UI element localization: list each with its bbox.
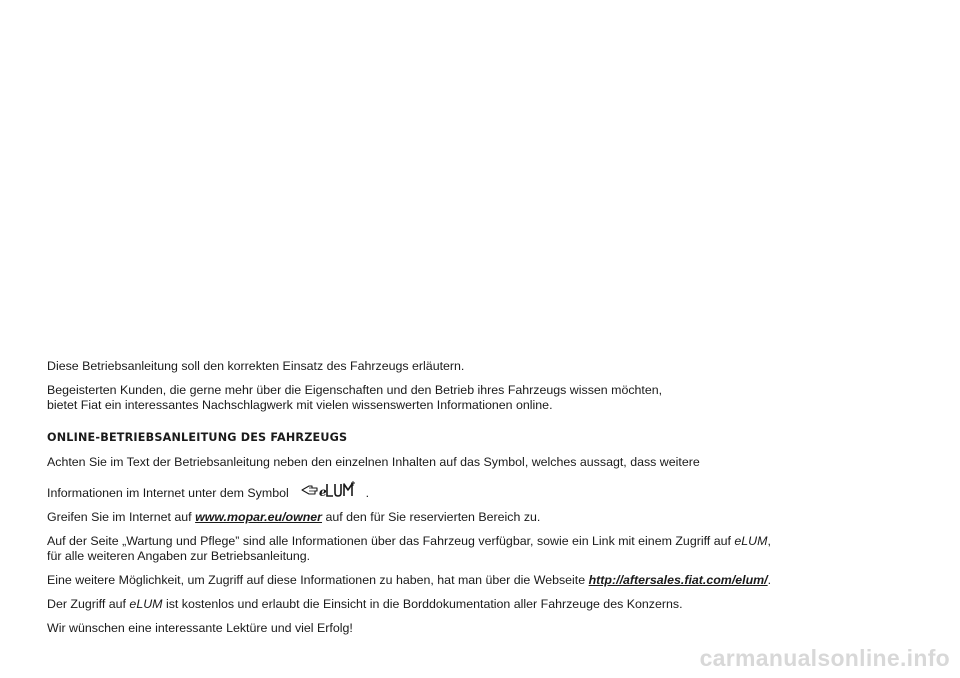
zugriff-text-before: Der Zugriff auf xyxy=(47,597,126,611)
elum-hand-icon xyxy=(300,479,356,501)
symbol-paragraph-line-1 xyxy=(47,455,927,470)
webseite-text-period: . xyxy=(767,573,772,587)
manual-content xyxy=(47,359,927,645)
intro-text-1: Diese Betriebsanleitung soll den korrekten Einsatz des Fahrzeugs erläutern. xyxy=(47,359,465,373)
webseite-text-before: Eine weitere Möglichkeit, um Zugriff auf diese Informationen zu haben, hat man über die Webseite xyxy=(47,573,586,587)
wartung-text-line-2: für alle weiteren Angaben zur Betriebsanleitung. xyxy=(47,549,311,563)
webseite-paragraph xyxy=(47,573,927,588)
symbol-text-1: Achten Sie im Text der Betriebsanleitung neben den einzelnen Inhalten auf das Symbol, welches aussagt, dass weitere xyxy=(47,455,700,469)
closing-text: Wir wünschen eine interessante Lektüre und viel Erfolg! xyxy=(47,621,353,635)
wartung-paragraph xyxy=(47,534,927,564)
svg-text:e: e xyxy=(319,485,327,499)
intro-text-2a: Begeisterten Kunden, die gerne mehr über die Eigenschaften und den Betrieb ihres Fahrzeugs wissen möchten, xyxy=(47,383,663,397)
wartung-text-comma: , xyxy=(767,534,771,548)
mopar-text-before: Greifen Sie im Internet auf xyxy=(47,510,192,524)
intro-paragraph-1 xyxy=(47,359,927,374)
aftersales-elum-link[interactable]: http://aftersales.fiat.com/elum/ xyxy=(588,573,768,587)
intro-paragraph-2 xyxy=(47,383,927,413)
closing-paragraph xyxy=(47,621,927,636)
zugriff-elum-term: eLUM xyxy=(129,597,163,611)
zugriff-text-after: ist kostenlos und erlaubt die Einsicht in die Borddokumentation aller Fahrzeuge des Konzerns. xyxy=(165,597,683,611)
section-heading: ONLINE-BETRIEBSANLEITUNG DES FAHRZEUGS xyxy=(47,431,348,444)
intro-text-2b: bietet Fiat ein interessantes Nachschlagwerk mit vielen wissenswerten Informationen online. xyxy=(47,398,553,412)
mopar-text-after: auf den für Sie reservierten Bereich zu. xyxy=(325,510,541,524)
site-watermark: carmanualsonline.info xyxy=(699,645,950,671)
zugriff-paragraph xyxy=(47,597,927,612)
symbol-text-period: . xyxy=(365,486,370,500)
wartung-elum-term: eLUM xyxy=(734,534,768,548)
symbol-paragraph-line-2 xyxy=(47,479,927,501)
mopar-paragraph xyxy=(47,510,927,525)
symbol-text-2: Informationen im Internet unter dem Symbol xyxy=(47,486,289,500)
wartung-text-before: Auf der Seite „Wartung und Pflege” sind alle Informationen über das Fahrzeug verfügbar, sowie ein Link mit einem Zugriff auf xyxy=(47,534,731,548)
mopar-owner-link[interactable]: www.mopar.eu/owner xyxy=(195,510,323,524)
